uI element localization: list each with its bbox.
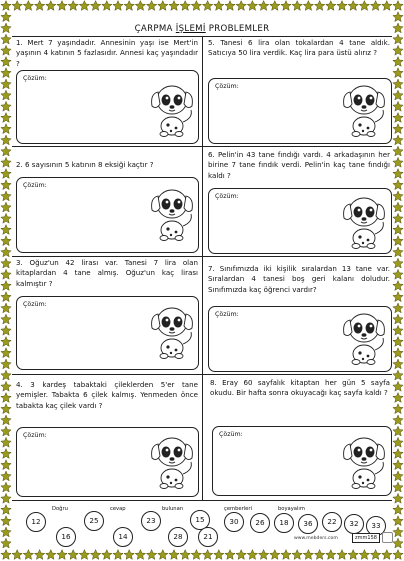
question-3: 3. Oğuz'un 42 lirası var. Tanesi 7 lira olan kitaplardan 4 tane almış. Oğuz'un kaç lirası kalmıştır ? [16, 258, 198, 288]
border-star [1, 213, 11, 223]
question-8: 8. Eray 60 sayfalık kitaptan her gün 5 sayfa okudu. Bir hafta sonra okuyacağı kaç sayfa kaldı ? [210, 378, 390, 398]
question-6: 6. Pelin'in 43 tane fındığı vardı. 4 arkadaşının her birine 7 tane fındık verdi. Pelin'in kaç tane fındığı kaldı ? [208, 150, 390, 180]
border-star [393, 12, 403, 22]
answer-circle[interactable]: 12 [26, 512, 46, 532]
question-4: 4. 3 kardeş tabaktaki çileklerden 5'er tane yemişler. Tabakta 6 çilek kalmış. Yenmeden önce tabakta kaç çilek vardı ? [16, 380, 198, 410]
border-star [1, 404, 11, 414]
border-star [124, 1, 134, 11]
border-star [1, 57, 11, 67]
border-star [393, 348, 403, 358]
answer-circle[interactable]: 14 [113, 527, 133, 547]
answer-label: Çözüm: [215, 311, 239, 318]
border-star [393, 180, 403, 190]
border-star [79, 1, 89, 11]
question-1: 1. Mert 7 yaşındadır. Annesinin yaşı ise Mert'in yaşının 4 katının 5 fazlasıdır. Annesi kaç yaşındadır ? [16, 38, 198, 68]
answer-circle[interactable]: 33 [366, 516, 386, 536]
border-star [1, 146, 11, 156]
border-star [393, 157, 403, 167]
puppy-illustration [150, 182, 196, 242]
border-star [1, 359, 11, 369]
puppy-illustration [342, 190, 388, 250]
border-star [393, 393, 403, 403]
border-star [393, 325, 403, 335]
border-star [393, 169, 403, 179]
border-star [292, 1, 302, 11]
border-star [393, 404, 403, 414]
border-star [314, 1, 324, 11]
border-star [393, 113, 403, 123]
border-star [326, 1, 336, 11]
border-star [1, 1, 11, 11]
answer-label: Çözüm: [215, 83, 239, 90]
border-star [1, 236, 11, 246]
border-star [169, 1, 179, 11]
border-star [393, 482, 403, 492]
question-7: 7. Sınıfımızda iki kişilik sıralardan 13 tane var. Sıralardan 4 tanesi boş geri kalanı doludur. Sınıfımızda kaç öğrenci vardır? [208, 264, 390, 294]
border-star [393, 426, 403, 436]
site-logo-icon [382, 532, 393, 543]
answer-circle[interactable]: 18 [274, 513, 294, 533]
border-star [146, 1, 156, 11]
border-star [393, 34, 403, 44]
answer-label: Çözüm: [23, 301, 47, 308]
border-star [1, 337, 11, 347]
border-star [393, 381, 403, 391]
border-star [382, 1, 392, 11]
border-star [214, 1, 224, 11]
border-star [393, 292, 403, 302]
answer-circle[interactable]: 26 [250, 513, 270, 533]
answer-circle[interactable]: 15 [190, 510, 210, 530]
answer-circle[interactable]: 23 [141, 511, 161, 531]
border-star [359, 1, 369, 11]
answer-label: Çözüm: [215, 193, 239, 200]
answer-circle[interactable]: 16 [56, 527, 76, 547]
answer-label: Çözüm: [219, 431, 243, 438]
border-star [393, 213, 403, 223]
border-star [370, 1, 380, 11]
answer-circle[interactable]: 30 [224, 512, 244, 532]
border-star [1, 348, 11, 358]
border-star [1, 269, 11, 279]
border-star [1, 169, 11, 179]
border-star [393, 281, 403, 291]
border-star [23, 1, 33, 11]
answer-circle[interactable]: 25 [84, 511, 104, 531]
answer-circle[interactable]: 36 [298, 514, 318, 534]
answer-label: Çözüm: [23, 432, 47, 439]
border-star [393, 303, 403, 313]
answer-key-label: Doğru [52, 506, 68, 512]
answer-key-label: cevap [110, 506, 126, 512]
border-star [34, 1, 44, 11]
border-star [393, 124, 403, 134]
row-divider [12, 256, 392, 257]
answer-circle[interactable]: 32 [344, 514, 364, 534]
border-star [281, 1, 291, 11]
border-star [1, 415, 11, 425]
border-star [393, 449, 403, 459]
worksheet-title: ÇARPMA İŞLEMİ PROBLEMLER [134, 24, 270, 34]
border-star [1, 303, 11, 313]
footer-badge: zmm158 [352, 533, 380, 543]
border-star [393, 135, 403, 145]
border-star [1, 393, 11, 403]
border-star [393, 79, 403, 89]
border-star [348, 1, 358, 11]
border-star [1, 90, 11, 100]
border-star [225, 1, 235, 11]
border-star [46, 1, 56, 11]
border-star [236, 1, 246, 11]
border-star [393, 437, 403, 447]
border-star [1, 381, 11, 391]
border-star [393, 101, 403, 111]
question-2: 2. 6 sayısının 5 katının 8 eksiği kaçtır ? [16, 160, 154, 169]
border-star [1, 225, 11, 235]
answer-key-label: çemberleri [224, 506, 252, 512]
border-star [1, 101, 11, 111]
border-star [247, 1, 257, 11]
border-star [1, 247, 11, 257]
border-star [393, 225, 403, 235]
border-star [1, 191, 11, 201]
border-star [393, 57, 403, 67]
border-star [1, 292, 11, 302]
border-star [1, 437, 11, 447]
question-5: 5. Tanesi 6 lira olan tokalardan 4 tane aldık. Satıcıya 50 lira verdik. Kaç lira para üstü alırız ? [208, 38, 390, 58]
border-star [1, 449, 11, 459]
border-star [1, 471, 11, 481]
column-divider [202, 36, 203, 500]
border-star [57, 1, 67, 11]
border-star [135, 1, 145, 11]
border-star [303, 1, 313, 11]
border-star [393, 314, 403, 324]
puppy-illustration [150, 300, 196, 360]
border-star [1, 281, 11, 291]
border-star [393, 1, 403, 11]
border-star [1, 79, 11, 89]
answer-key-label: bulunan [162, 506, 184, 512]
border-star [1, 68, 11, 78]
border-star [393, 337, 403, 347]
border-star [393, 460, 403, 470]
puppy-illustration [150, 430, 196, 490]
border-star [393, 191, 403, 201]
border-star [1, 45, 11, 55]
border-star [393, 90, 403, 100]
border-star [102, 1, 112, 11]
border-star [258, 1, 268, 11]
border-star [393, 45, 403, 55]
border-star [1, 34, 11, 44]
answer-circle[interactable]: 28 [168, 527, 188, 547]
border-star [393, 247, 403, 257]
border-star [158, 1, 168, 11]
answer-circle[interactable]: 22 [322, 512, 342, 532]
row-divider [12, 374, 392, 375]
border-star [1, 370, 11, 380]
border-star [113, 1, 123, 11]
border-star [1, 12, 11, 22]
border-star [1, 258, 11, 268]
puppy-illustration [342, 78, 388, 138]
border-star [393, 359, 403, 369]
border-star [270, 1, 280, 11]
border-star [1, 314, 11, 324]
border-star [1, 325, 11, 335]
border-star [393, 68, 403, 78]
border-star [1, 482, 11, 492]
border-star [180, 1, 190, 11]
row-divider [12, 146, 392, 147]
border-star [393, 258, 403, 268]
border-star [1, 157, 11, 167]
puppy-illustration [150, 78, 196, 138]
border-star [12, 1, 22, 11]
border-star [1, 124, 11, 134]
border-star [68, 1, 78, 11]
border-star [90, 1, 100, 11]
border-star [393, 471, 403, 481]
border-star [1, 135, 11, 145]
border-star [393, 415, 403, 425]
border-star [393, 146, 403, 156]
answer-key-label: boyayalım [278, 506, 305, 512]
border-star [393, 236, 403, 246]
border-star [1, 180, 11, 190]
border-star [191, 1, 201, 11]
footer-url: www.mebders.com [294, 536, 338, 541]
answer-circle[interactable]: 21 [198, 527, 218, 547]
border-star [337, 1, 347, 11]
border-star [1, 460, 11, 470]
border-star [1, 426, 11, 436]
border-star [393, 202, 403, 212]
border-star [393, 370, 403, 380]
border-star [202, 1, 212, 11]
answer-label: Çözüm: [23, 75, 47, 82]
answer-label: Çözüm: [23, 182, 47, 189]
border-star [1, 202, 11, 212]
border-star [1, 113, 11, 123]
border-star [393, 269, 403, 279]
puppy-illustration [342, 430, 388, 490]
puppy-illustration [342, 306, 388, 366]
row-divider [12, 36, 392, 37]
